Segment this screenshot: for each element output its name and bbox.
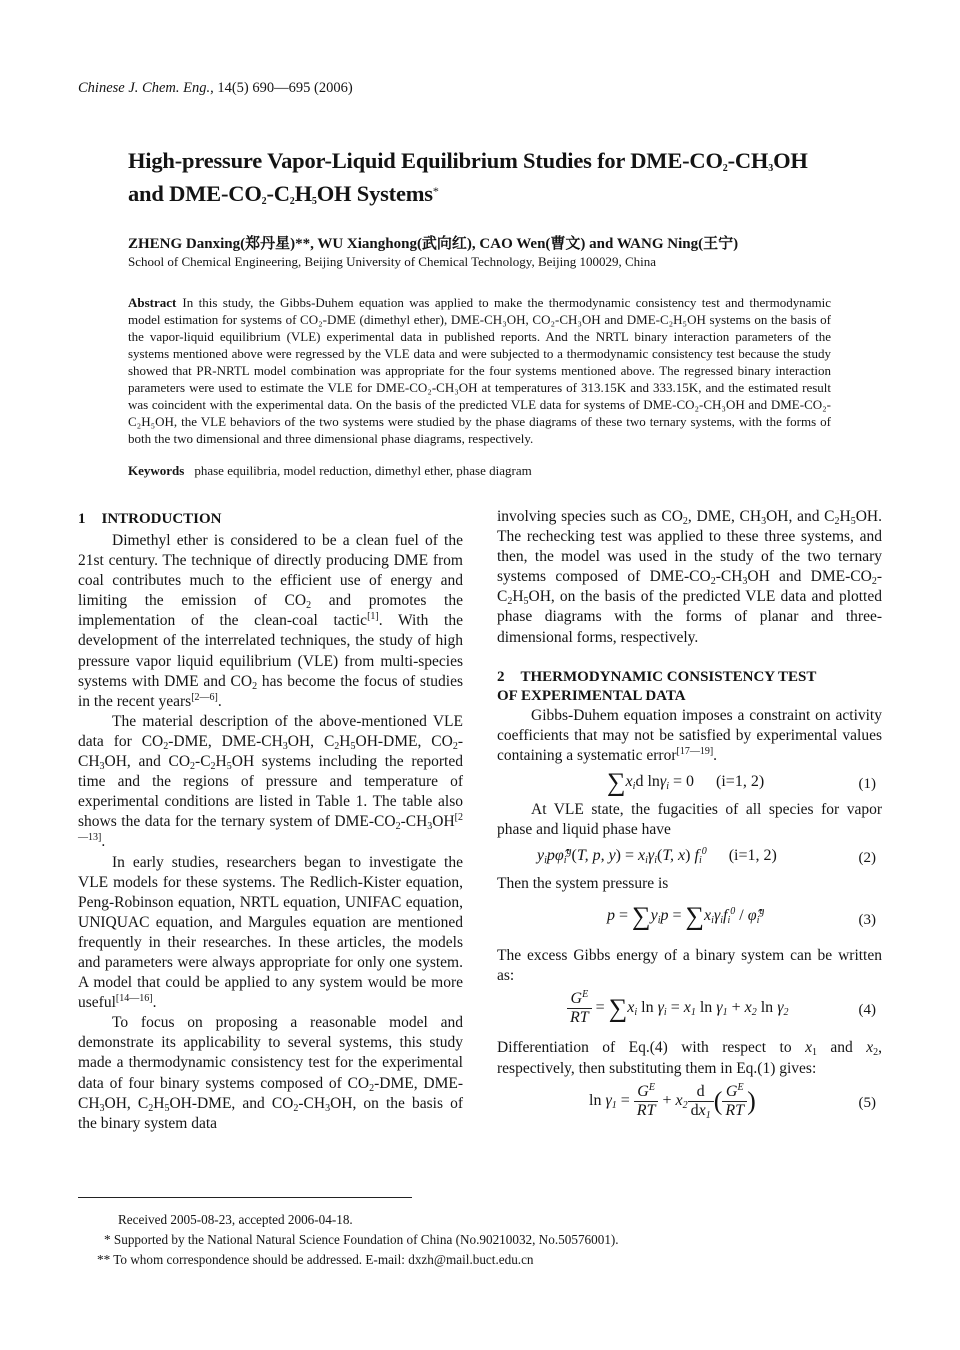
footnote-received: Received 2005-08-23, accepted 2006-04-18. [118,1212,353,1227]
left-column [78,510,463,1134]
title-line-1: High-pressure Vapor-Liquid Equilibrium Studies for DME-$CO_2-CH_3OH$ [128,148,808,174]
running-header [78,80,353,97]
abstract-label: Abstract [128,295,177,310]
affiliation: School of Chemical Engineering, Beijing University of Chemical Technology, Beijing 100029, China [128,254,657,269]
equation-1: $\sum x_id$ lnγ$_i$ = 0 (i=1, 2) (1) [607,767,876,797]
equation-3: $p = \sum y_ip = \sum x_i\gamma_if_i^0$ / $\varphî_i^g$ (3) [607,901,876,931]
section-2-paragraph-5: Differentiation of Eq.(4) with respect to $x_1$ and $x_2$, respectively, then substituting them in Eq.(1) gives: [497,1039,882,1077]
right-column [497,507,882,1131]
paper-title [128,144,868,210]
equation-5: $\ln \gamma_1$ = $\frac{G^E}{RT}$ + $x_2$ $\frac{d}{dx_1}$ ( $\frac{G^E}{RT}$ ) (5) [589,1081,876,1121]
equation-4: $\frac{G^E}{RT}$ = $\sum x_i$ $\ln \gamma_i = x_1$ $\ln \gamma_1 + x_2$ $\ln \gamma_2$ (4) [497,988,882,1036]
intro-paragraph-4: To focus on proposing a reasonable model and demonstrate its applicability to several systems, this study made a thermodynamic consistency test for the experimental data of four binary systems composed of $CO_2$-DME, DME-$CH_3OH$, $C_2H_5OH$-DME, and $CO_2-CH_3OH$, on the basis of the binary system data [78,1014,463,1132]
intro-paragraph-4-continued: involving species such as $CO_2$, DME, $CH_3OH$, and $C_2H_5OH$. The rechecking test was applied to these three systems, and then, the model was used in the study of the two ternary systems composed of DME-$CO_2-CH_3OH$ and DME-$CO_2-C_2H_5OH$, on the basis of the predicted VLE data and plotted phase diagrams with the forms of planar and three-dimensional forms, respectively. [497,508,882,646]
footnote-support: * Supported by the National Natural Science Foundation of China (No.90210032, No.50576001). [104,1232,619,1247]
section-1-heading: 1 INTRODUCTION [78,511,222,527]
keywords [128,463,831,479]
section-2-paragraph-1: Gibbs-Duhem equation imposes a constraint on activity coefficients that may not be satisfied by experimental values containing a systematic error[17—19]. [497,706,882,764]
authors: ZHENG Danxing(郑丹星)**, WU Xianghong(武向红), CAO Wen(曹文) and WANG Ning(王宁) [128,236,739,252]
footnote-rule [78,1197,412,1198]
keywords-label: Keywords [128,463,185,478]
abstract-text: In this study, the Gibbs-Duhem equation was applied to make the thermodynamic consistency test and thermodynamic model estimation for systems of CO₂-DME (dimethyl ether), DME-CH₃OH, CO₂-CH₃OH and DME-C₂H₅OH systems on the basis of the vapor-liquid equilibrium (VLE) experimental data in published reports. And the NRTL binary interaction parameters of the systems mentioned above were regressed by the VLE data and were subjected to a thermodynamic consistency test because the study showed that PR-NRTL model combination was appropriate for the four systems mentioned above. The regressed binary interaction parameters were used to estimate the VLE for DME-CO₂-CH₃OH at temperatures of 313.15K and 333.15K, and the estimated result was coincident with the experimental data. On the basis of the predicted VLE data for systems of DME-CO₂-CH₃OH and DME-CO₂-C₂H₅OH, the VLE behaviors of the two systems were studied by the phase diagrams of these two ternary systems, with the forms of both the two dimensional and three dimensional phase diagrams, respectively. [128,295,831,446]
intro-paragraph-2: The material description of the above-mentioned VLE data for $CO_2$-DME, DME-$CH_3OH$, $C_2H_5OH$-DME, $CO_2-CH_3OH$, and $CO_2-C_2H_5OH$ systems including the reported time and the regions of pressure and temperature of experimental conditions are listed in Table 1. The table also shows the data for the ternary system of DME-$CO_2-CH_3OH[2—13]$. [78,712,463,851]
section-2-paragraph-2: At VLE state, the fugacities of all species for vapor phase and liquid phase have [497,800,882,839]
intro-paragraph-3: In early studies, researchers began to investigate the VLE models for these systems. The Redlich-Kister equation, Peng-Robinson equation, NRTL equation, UNIFAC equation, UNIQUAC equation, and Margules equation are mentioned frequently in their researches. In these articles, the models and parameters were always appropriate for only one system. A model that could be applied to any system would be more useful[14—16]. [78,853,463,1012]
footnote-correspondence: ** To whom correspondence should be addressed. E-mail: dxzh@mail.buct.edu.cn [97,1252,534,1267]
equation-2: $y_ip\varphî_i^g(T$, p, $y) = x_i\gamma_i(T$, x) $f_i^0$ (i=1, 2) (2) [537,846,876,867]
section-2-paragraph-3: Then the system pressure is [497,875,669,893]
title-line-2: and DME-$CO_2-C_2H_5OH$ Systems* [128,181,439,207]
section-2-paragraph-4: The excess Gibbs energy of a binary system can be written as: [497,947,882,985]
intro-paragraph-1: Dimethyl ether is considered to be a clean fuel of the 21st century. The technique of directly producing DME from coal contributes much to the efficient use of energy and limiting the emission of $CO_2$ and promotes the implementation of the clean-coal tactic[1]. With the development of the interrelated techniques, the study of high pressure vapor liquid equilibrium (VLE) from multi-species systems with DME and $CO_2$ has become the focus of studies in the recent years[2—6]. [78,532,463,710]
keywords-text: phase equilibria, model reduction, dimethyl ether, phase diagram [194,463,532,478]
abstract [128,294,831,447]
section-2-heading: 2 THERMODYNAMIC CONSISTENCY TEST OF EXPERIMENTAL DATA [497,668,817,704]
journal-name: Chinese J. Chem. Eng. [78,80,211,96]
citation: , 14(5) 690—695 (2006) [210,80,353,96]
